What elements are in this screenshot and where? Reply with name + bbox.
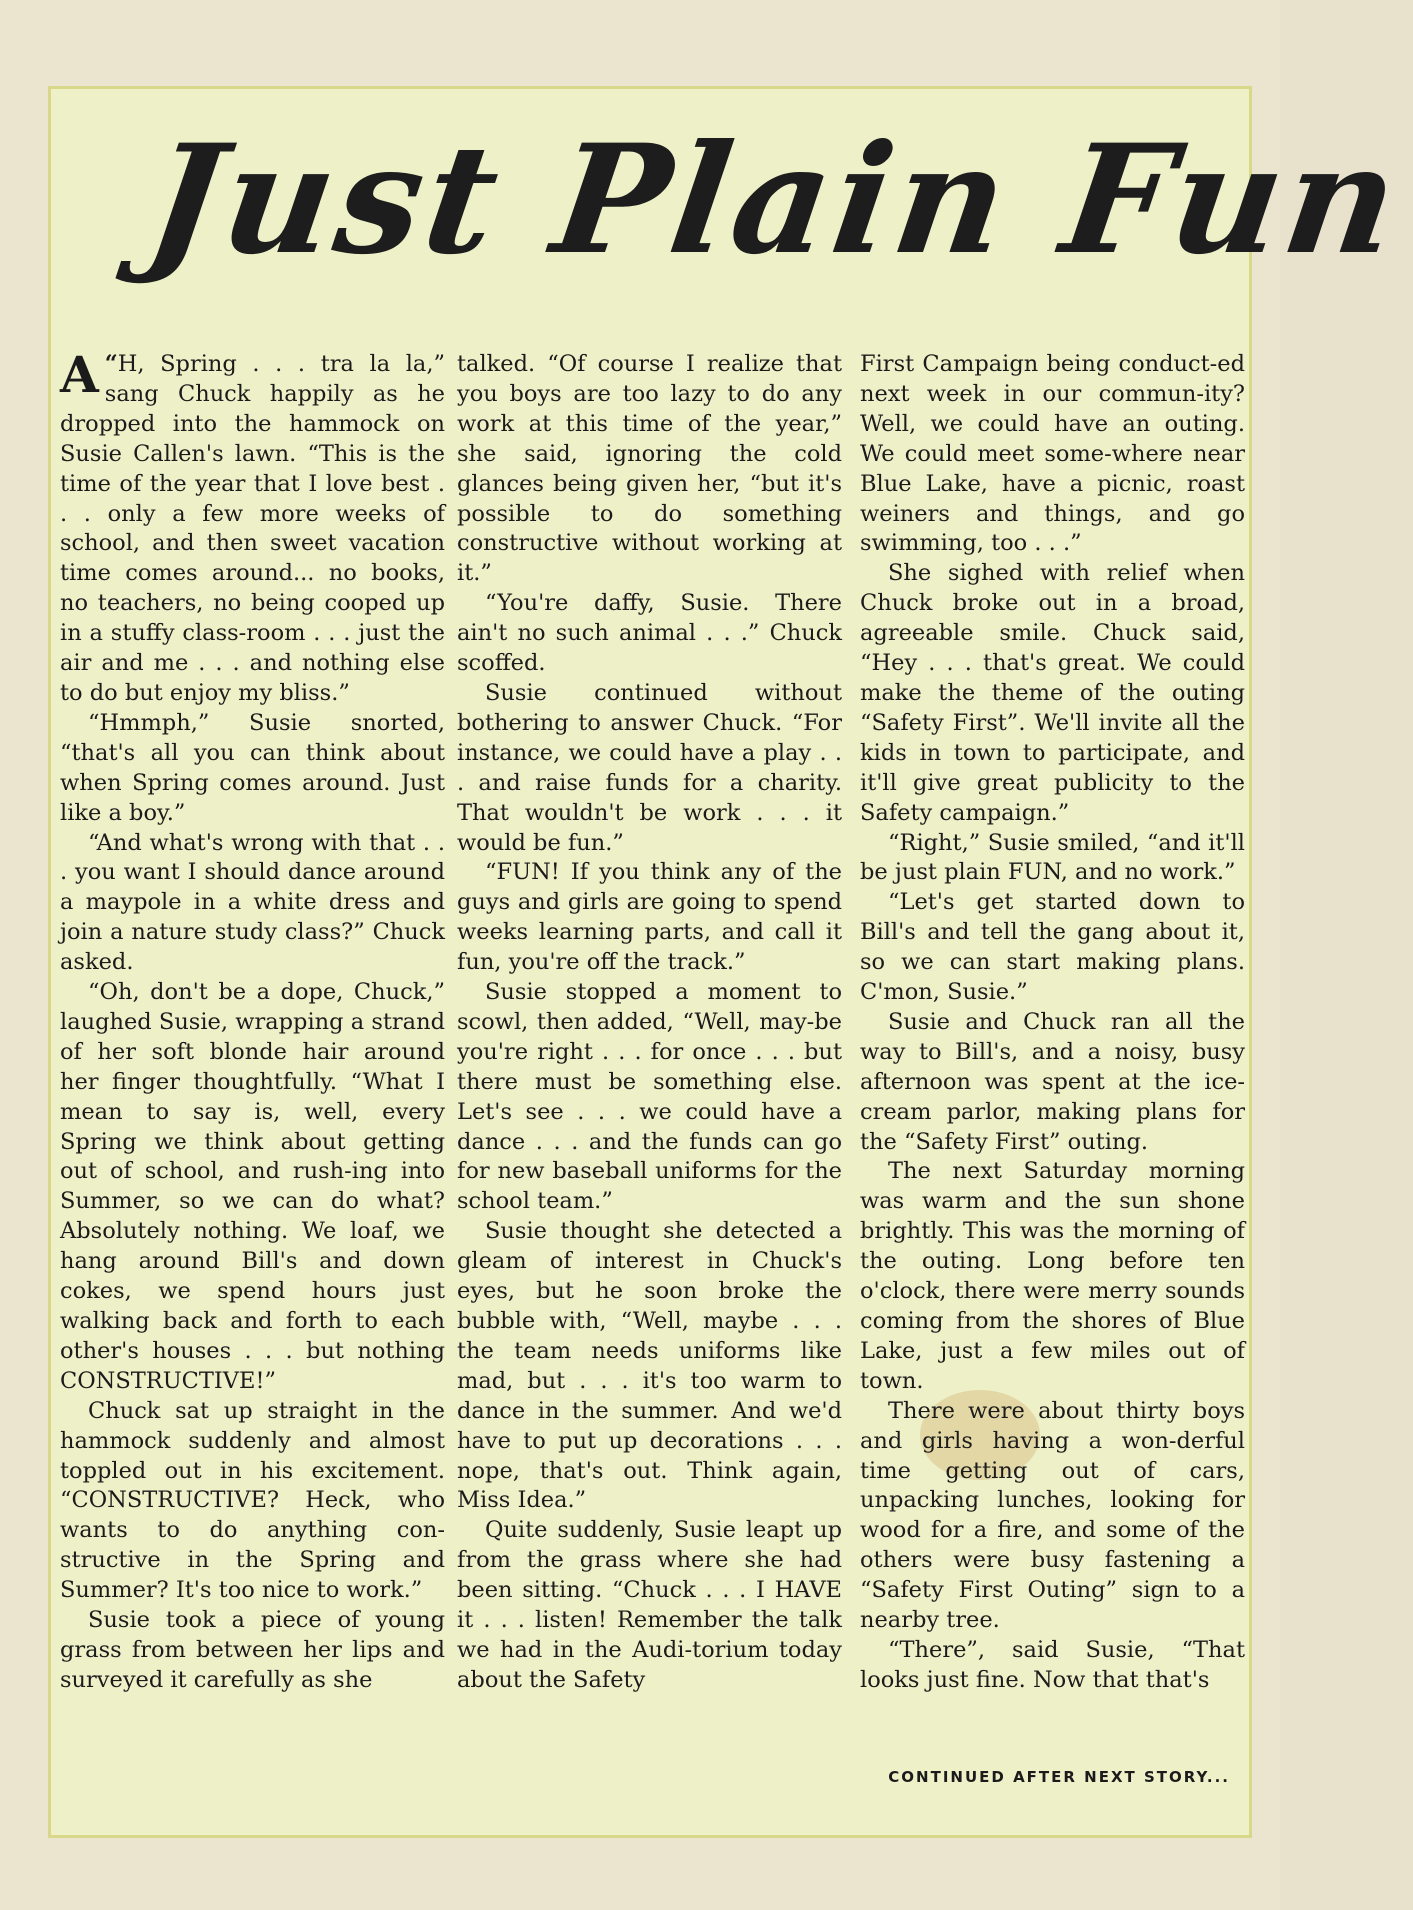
text-column-2 [457, 350, 842, 1696]
paragraph: “Right,” Susie smiled, “and it'll be just plain FUN, and no work.” [860, 829, 1245, 886]
paragraph: “Let's get started down to Bill's and tell the gang about it, so we can start making plans. C'mon, Susie.” [860, 889, 1245, 1006]
paragraph: “Oh, don't be a dope, Chuck,” laughed Susie, wrapping a strand of her soft blonde hair around her finger thoughtfully. “What I mean to say is, well, every Spring we think about getting out of school, and rush-ing into Summer, so we can do what? Absolutely nothing. We loaf, we hang around Bill's and down cokes, we spend hours just walking back and forth to each other's houses . . . but nothing CONSTRUCTIVE!” [60, 979, 445, 1394]
paragraph: First Campaign being conduct-ed next week in our commun-ity? Well, we could have an outing. We could meet some-where near Blue Lake, have a picnic, roast weiners and things, and go swimming, too . . .” [860, 351, 1245, 557]
paragraph: “You're daffy, Susie. There ain't no such animal . . .” Chuck scoffed. [457, 590, 842, 677]
paragraph [60, 345, 445, 709]
story-title: Just Plain Fun [137, 112, 1412, 288]
paragraph: “And what's wrong with that . . . you want I should dance around a maypole in a white dress and join a nature study class?” Chuck asked. [60, 829, 445, 976]
opening-quote: “ [104, 351, 118, 377]
paragraph: The next Saturday morning was warm and the sun shone brightly. This was the morning of the outing. Long before ten o'clock, there were merry sounds coming from the shores of Blue Lake, just a few miles out of town. [860, 1158, 1245, 1394]
paragraph: Quite suddenly, Susie leapt up from the grass where she had been sitting. “Chuck . . . I HAVE it . . . listen! Remember the talk we had in the Audi-torium today about the Safety [457, 1517, 842, 1693]
paragraph: She sighed with relief when Chuck broke out in a broad, agreeable smile. Chuck said, “Hey . . . that's great. We could make the theme of the outing “Safety First”. We'll invite all the kids in town to participate, and it'll give great publicity to the Safety campaign.” [860, 560, 1245, 826]
paragraph: There were about thirty boys and girls having a won-derful time getting out of cars, unpacking lunches, looking for wood for a fire, and some of the others were busy fastening a “Safety First Outing” sign to a nearby tree. [860, 1397, 1245, 1634]
paragraph: Susie continued without bothering to answer Chuck. “For instance, we could have a play . . . and raise funds for a charity. That wouldn't be work . . . it would be fun.” [457, 679, 842, 856]
paragraph: Susie took a piece of young grass from between her lips and surveyed it carefully as she [60, 1607, 445, 1693]
paragraph: “Hmmph,” Susie snorted, “that's all you can think about when Spring comes around. Just like a boy.” [60, 709, 445, 826]
paragraph: “FUN! If you think any of the guys and girls are going to spend weeks learning parts, and call it fun, you're off the track.” [457, 859, 842, 976]
text-column-3 [860, 350, 1245, 1696]
paragraph: Susie and Chuck ran all the way to Bill's, and a noisy, busy afternoon was spent at the ice-cream parlor, making plans for the “Safety First” outing. [860, 1008, 1245, 1155]
paragraph: “There”, said Susie, “That looks just fine. Now that that's [860, 1636, 1245, 1693]
paragraph-text: H, Spring . . . tra la la,” sang Chuck happily as he dropped into the hammock on Susie Callen's lawn. “This is the time of the year that I love best . . . only a few more weeks of school, and then sweet vacation time comes around... no books, no teachers, no being cooped up in a stuffy class-room . . . just the air and me . . . and nothing else to do but enjoy my bliss.” [60, 351, 445, 706]
continued-note: CONTINUED AFTER NEXT STORY... [888, 1768, 1230, 1786]
drop-cap: A [60, 345, 99, 404]
paragraph: talked. “Of course I realize that you boys are too lazy to do any work at this time of the year,” she said, ignoring the cold glances being given her, “but it's possible to do something constructive without working at it.” [457, 351, 842, 587]
text-column-1 [60, 345, 445, 1696]
paragraph: Chuck sat up straight in the hammock suddenly and almost toppled out in his excitement. “CONSTRUCTIVE? Heck, who wants to do anything con-structive in the Spring and Summer? It's too nice to work.” [60, 1397, 445, 1604]
paragraph: Susie thought she detected a gleam of interest in Chuck's eyes, but he soon broke the bubble with, “Well, maybe . . . the team needs uniforms like mad, but . . . it's too warm to dance in the summer. And we'd have to put up decorations . . . nope, that's out. Think again, Miss Idea.” [457, 1218, 842, 1514]
paragraph: Susie stopped a moment to scowl, then added, “Well, may-be you're right . . . for once . . . but there must be something else. Let's see . . . we could have a dance . . . and the funds can go for new baseball uniforms for the school team.” [457, 979, 842, 1215]
